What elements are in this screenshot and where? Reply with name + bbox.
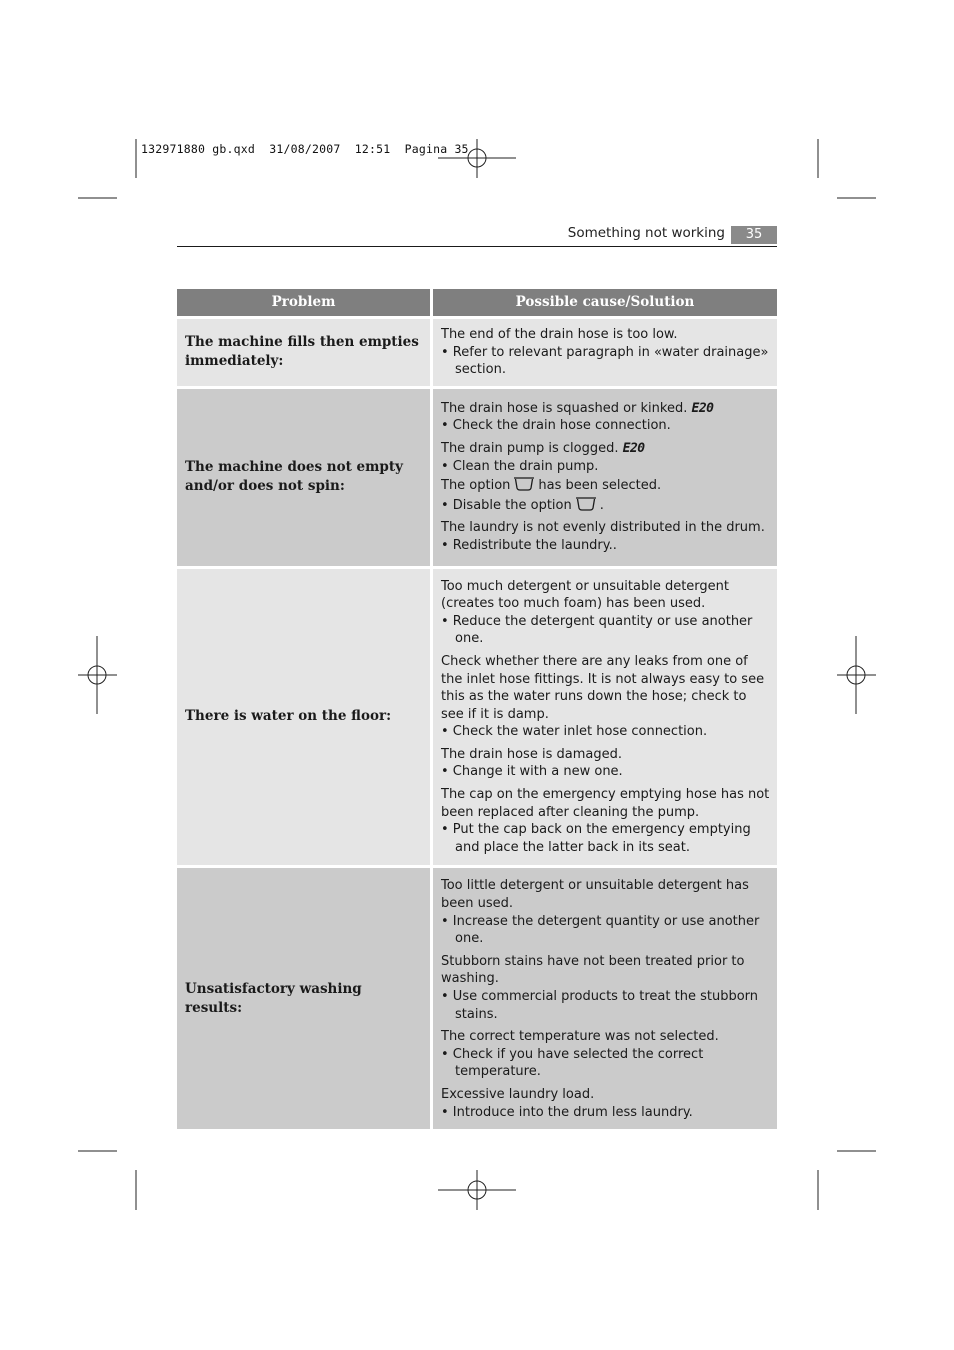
- solution-cell: [433, 316, 777, 386]
- solution-cell: [433, 386, 777, 566]
- cause-text: Check whether there are any leaks from one of the inlet hose fittings. It is not always easy to see this as the water runs down the hose; check to see if it is damp.: [441, 653, 765, 722]
- problem-cell: The machine does not empty and/or does not spin:: [177, 386, 433, 566]
- cause-group: [441, 1028, 771, 1081]
- bullet-label: • Disable the option: [441, 497, 572, 513]
- cause-text: The drain hose is damaged.: [441, 746, 622, 762]
- bullet-label: .: [599, 497, 604, 513]
- cause-group: [441, 786, 771, 856]
- solution-bullet: • Refer to relevant paragraph in «water drainage» section.: [441, 344, 769, 378]
- cause-text: Stubborn stains have not been treated prior to washing.: [441, 953, 745, 987]
- section-title: Something not working: [567, 225, 725, 241]
- solution-bullet: • Put the cap back on the emergency emptying and place the latter back in its seat.: [441, 822, 751, 855]
- cause-group: [441, 653, 771, 741]
- cause-group: [441, 953, 771, 1023]
- problem-cell: There is water on the floor:: [177, 566, 433, 866]
- solution-bullet: • Clean the drain pump.: [441, 458, 599, 474]
- cause-label: The drain pump is clogged.: [441, 440, 619, 456]
- cause-group: [441, 400, 771, 435]
- no-spin-icon: [575, 497, 597, 511]
- solution-bullet: • Redistribute the laundry..: [441, 537, 617, 553]
- cause-group: [441, 578, 771, 648]
- solution-bullet: • Check the water inlet hose connection.: [441, 724, 708, 740]
- table-row: [177, 316, 777, 386]
- solution-bullet: • Check the drain hose connection.: [441, 418, 671, 434]
- no-spin-icon: [513, 477, 535, 491]
- cause-text: [441, 477, 771, 495]
- cause-text: Too much detergent or unsuitable detergent (creates too much foam) has been used.: [441, 578, 730, 612]
- page-number: 35: [731, 226, 777, 244]
- error-code: E20: [691, 400, 714, 416]
- solution-cell: [433, 566, 777, 866]
- cause-group: [441, 1086, 771, 1121]
- solution-bullet: • Introduce into the drum less laundry.: [441, 1104, 693, 1120]
- cause-group: [441, 746, 771, 781]
- solution-bullet: [441, 497, 771, 515]
- cause-text: The correct temperature was not selected.: [441, 1029, 719, 1045]
- page-header: [177, 224, 777, 247]
- solution-bullet: • Reduce the detergent quantity or use another one.: [441, 613, 753, 647]
- solution-bullet: • Check if you have selected the correct temperature.: [441, 1046, 704, 1080]
- cause-group: [441, 877, 771, 947]
- cause-text: The cap on the emergency emptying hose has not been replaced after cleaning the pump.: [441, 787, 770, 820]
- cause-group: [441, 519, 771, 554]
- column-header-problem: Problem: [177, 289, 433, 316]
- cause-text: [441, 400, 771, 418]
- cause-group: [441, 326, 771, 379]
- print-slug: 132971880 gb.qxd 31/08/2007 12:51 Pagina 35: [141, 142, 469, 156]
- error-code: E20: [622, 440, 645, 456]
- table-header-row: [177, 289, 777, 316]
- table-row: [177, 566, 777, 866]
- solution-bullet: • Use commercial products to treat the stubborn stains.: [441, 989, 759, 1022]
- troubleshooting-table: [177, 289, 777, 1129]
- problem-cell: Unsatisfactory washing results:: [177, 865, 433, 1129]
- cause-label: The option: [441, 478, 511, 494]
- problem-cell: The machine fills then empties immediately:: [177, 316, 433, 386]
- cause-text: Excessive laundry load.: [441, 1086, 595, 1102]
- cause-label: The drain hose is squashed or kinked.: [441, 400, 688, 416]
- cause-group: [441, 477, 771, 514]
- cause-text: Too little detergent or unsuitable detergent has been used.: [441, 878, 749, 912]
- solution-cell: [433, 865, 777, 1129]
- solution-bullet: • Increase the detergent quantity or use another one.: [441, 913, 760, 947]
- cause-group: [441, 440, 771, 475]
- table-row: [177, 386, 777, 566]
- cause-label: has been selected.: [538, 478, 662, 494]
- solution-bullet: • Change it with a new one.: [441, 764, 623, 780]
- column-header-solution: Possible cause/Solution: [433, 289, 777, 316]
- cause-text: [441, 440, 771, 458]
- cause-text: The end of the drain hose is too low.: [441, 327, 678, 342]
- cause-text: The laundry is not evenly distributed in the drum.: [441, 520, 765, 536]
- table-row: [177, 865, 777, 1129]
